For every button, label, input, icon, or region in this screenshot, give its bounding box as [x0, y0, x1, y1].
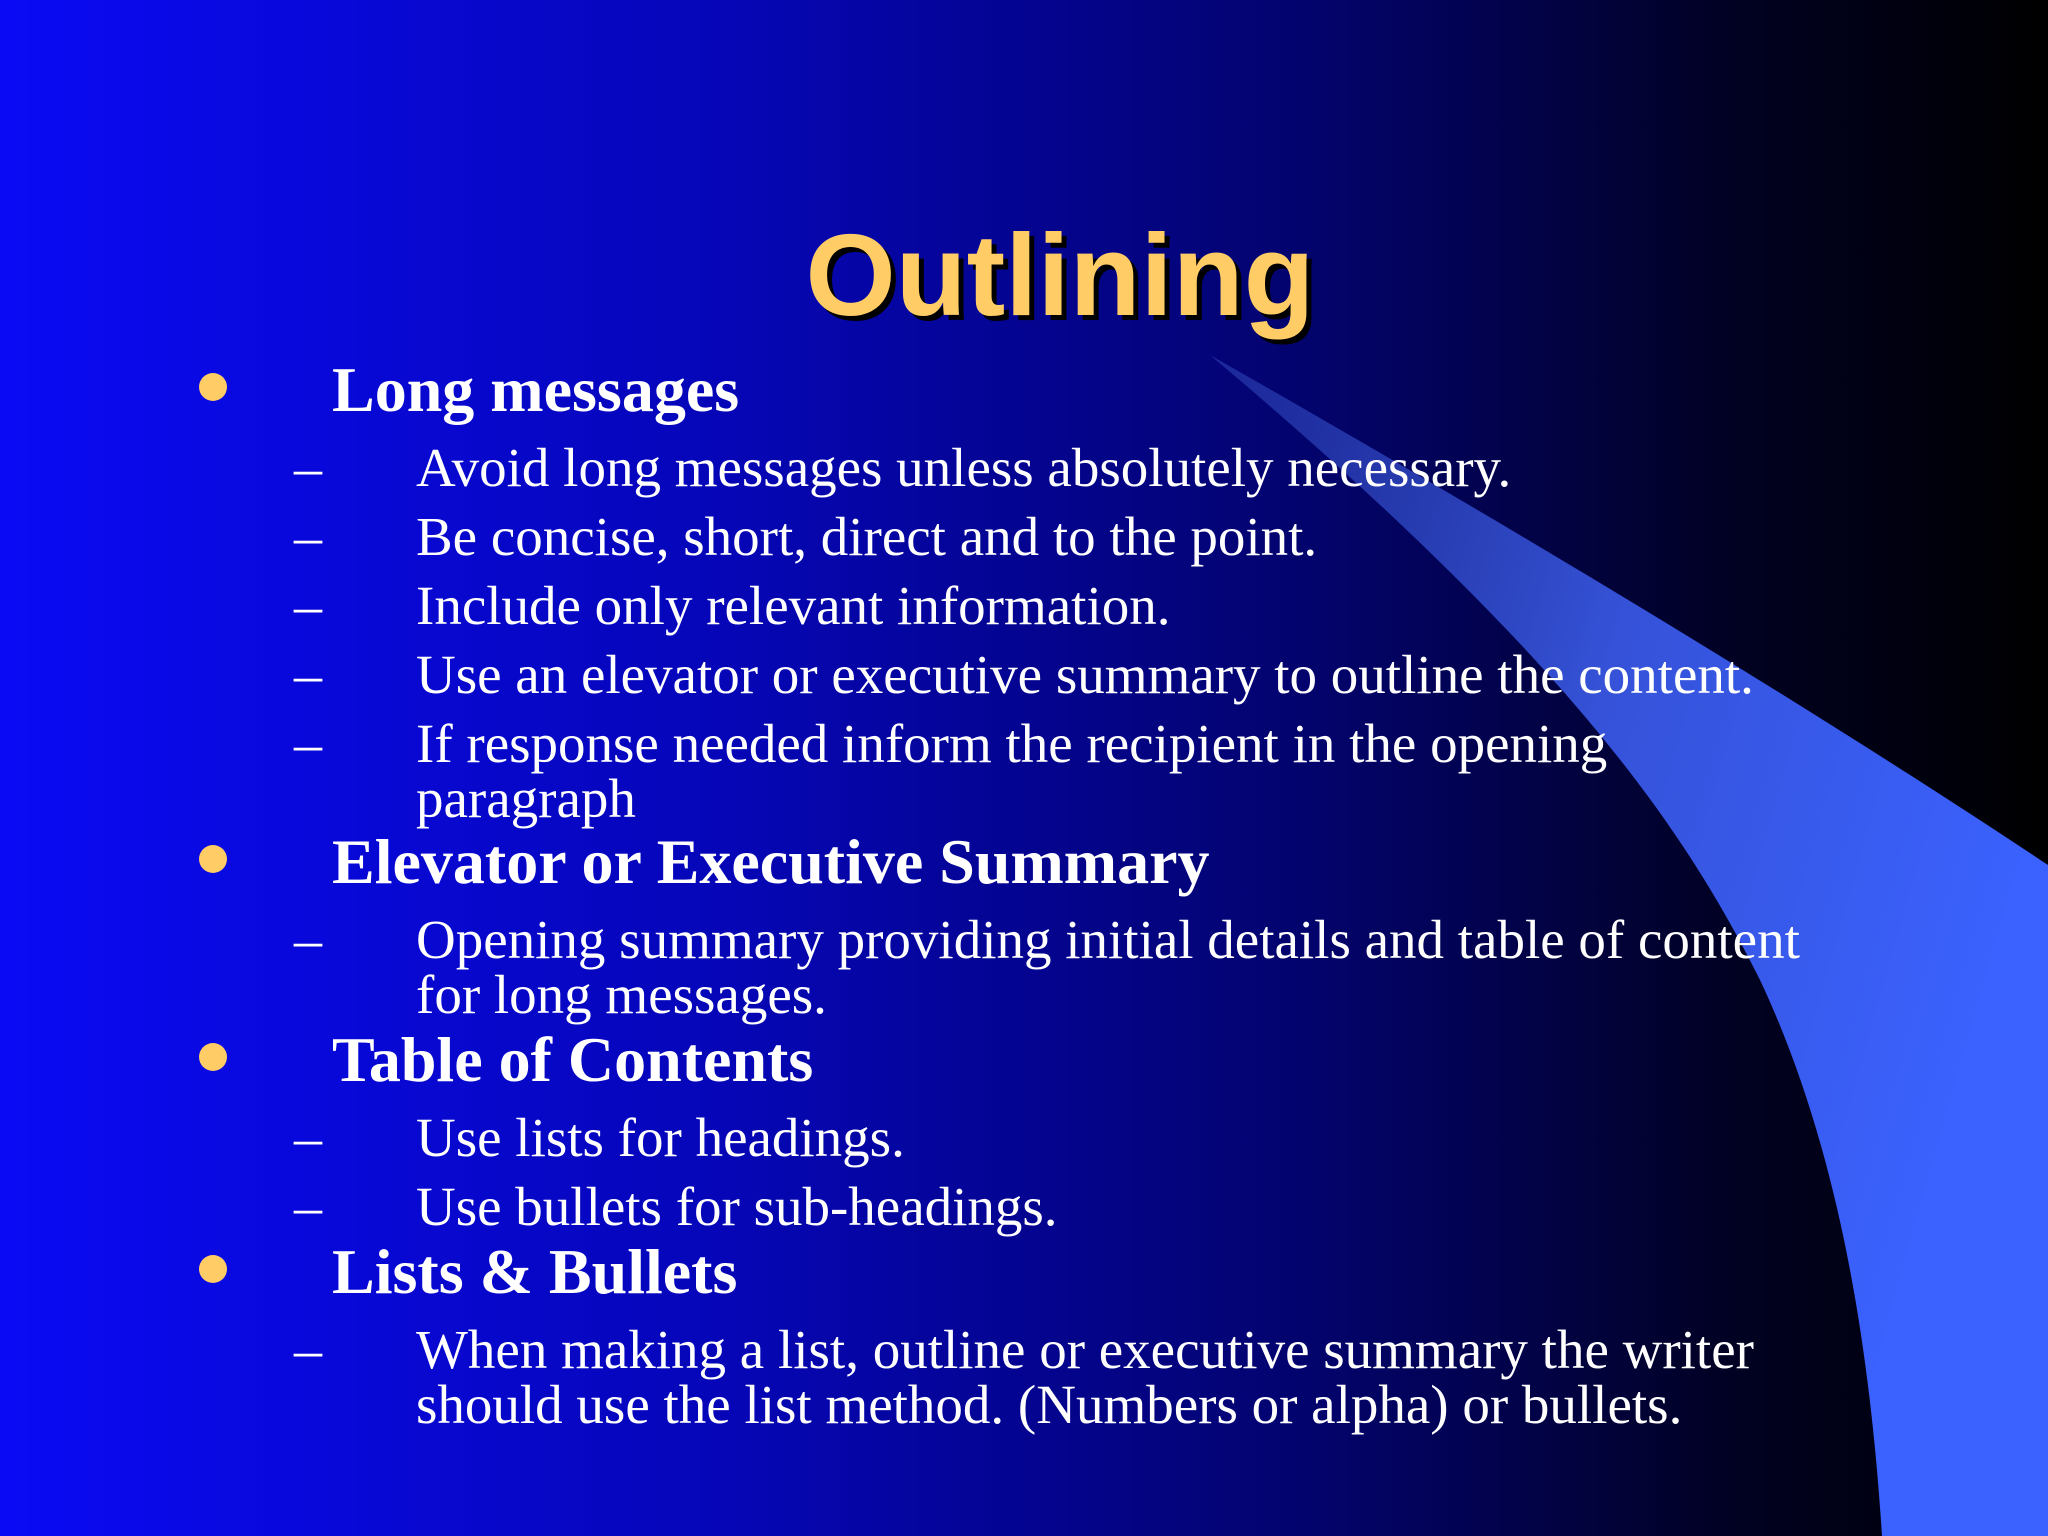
list-item-text: Use lists for headings. [416, 1107, 905, 1168]
section-heading: Long messages [332, 354, 740, 425]
dash-icon: – [294, 575, 322, 637]
list-item-text-continued: for long messages. [416, 964, 827, 1025]
list-item-text-continued: paragraph [416, 768, 636, 829]
dash-icon: – [294, 909, 322, 971]
dash-icon: – [294, 713, 322, 775]
list-item-text-continued: should use the list method. (Numbers or alpha) or bullets. [416, 1374, 1683, 1435]
list-item-text: Be concise, short, direct and to the point. [416, 506, 1318, 567]
dash-icon: – [294, 437, 322, 499]
dash-icon: – [294, 644, 322, 706]
dash-icon: – [294, 1107, 322, 1169]
list-item-text: Avoid long messages unless absolutely necessary. [416, 437, 1512, 498]
bullet-icon [199, 1043, 227, 1071]
section-heading: Lists & Bullets [332, 1236, 738, 1307]
bullet-icon [199, 1255, 227, 1283]
dash-icon: – [294, 1319, 322, 1381]
bullet-icon [199, 373, 227, 401]
section-heading: Table of Contents [332, 1024, 814, 1095]
list-item-text: Include only relevant information. [416, 575, 1171, 636]
slide-title: Outlining [805, 210, 1315, 340]
list-item-text: If response needed inform the recipient in the opening [416, 713, 1608, 774]
list-item-text: Use bullets for sub-headings. [416, 1176, 1058, 1237]
section-heading: Elevator or Executive Summary [332, 826, 1210, 897]
dash-icon: – [294, 1176, 322, 1238]
list-item-text: Use an elevator or executive summary to outline the content. [416, 644, 1754, 705]
list-item-text: When making a list, outline or executive summary the writer [416, 1319, 1754, 1380]
bullet-icon [199, 845, 227, 873]
dash-icon: – [294, 506, 322, 568]
list-item-text: Opening summary providing initial details and table of content [416, 909, 1800, 970]
